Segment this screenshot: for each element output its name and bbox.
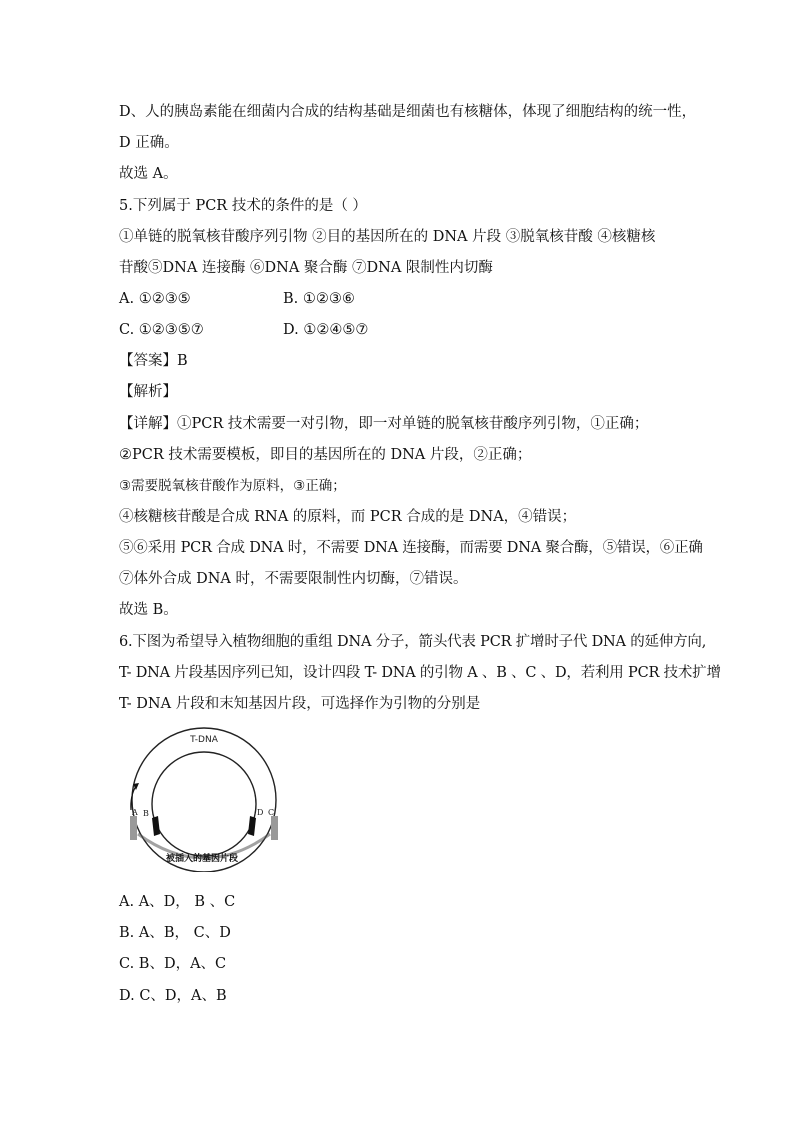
- detail-line: 故选 B。: [119, 602, 178, 618]
- label-d: D: [257, 808, 264, 817]
- question-6-option-d: D. C、D，A、B: [119, 988, 227, 1004]
- primer-c-region: [271, 816, 278, 840]
- detail-line: ⑤⑥采用 PCR 合成 DNA 时，不需要 DNA 连接酶，而需要 DNA 聚合酶，⑤错误，⑥正确: [119, 540, 703, 556]
- label-a: A: [132, 808, 138, 817]
- t-dna-label: T-DNA: [190, 735, 218, 745]
- primer-b-mark: [152, 816, 160, 836]
- detail-line: ②PCR 技术需要模板，即目的基因所在的 DNA 片段，②正确；: [119, 447, 532, 463]
- question-5-option-b: B. ①②③⑥: [283, 291, 355, 307]
- primer-d-mark: [248, 816, 256, 836]
- text-line: D 正确。: [119, 135, 179, 151]
- primer-a-region: [130, 816, 137, 840]
- question-6-option-c: C. B、D，A、C: [119, 956, 227, 972]
- text-line: D、人的胰岛素能在细菌内合成的结构基础是细菌也有核糖体，体现了细胞结构的统一性，: [119, 104, 697, 120]
- detail-line: 【详解】①PCR 技术需要一对引物，即一对单链的脱氧核苷酸序列引物，①正确；: [119, 416, 649, 432]
- detail-line: ④核糖核苷酸是合成 RNA 的原料，而 PCR 合成的是 DNA，④错误；: [119, 509, 577, 525]
- question-5-items: 苷酸⑤DNA 连接酶 ⑥DNA 聚合酶 ⑦DNA 限制性内切酶: [119, 260, 493, 276]
- question-5-stem: 5.下列属于 PCR 技术的条件的是（ ）: [119, 198, 367, 214]
- question-6-option-b: B. A、B， C、D: [119, 925, 231, 941]
- question-6-option-a: A. A、D， B 、C: [119, 894, 236, 910]
- inserted-gene-label: 被插入的基因片段: [165, 854, 239, 864]
- detail-line: ③需要脱氧核苷酸作为原料，③正确；: [119, 478, 346, 494]
- answer-label: 【答案】B: [119, 353, 188, 369]
- outer-ring: [132, 728, 276, 872]
- dna-ring-figure: [118, 722, 290, 872]
- label-b: B: [143, 809, 149, 818]
- label-c: C: [268, 808, 275, 817]
- question-6-stem: 6.下图为希望导入植物细胞的重组 DNA 分子，箭头代表 PCR 扩增时子代 DNA 的延伸方向,: [119, 634, 707, 650]
- text-line: 故选 A。: [119, 166, 178, 182]
- question-5-items: ①单链的脱氧核苷酸序列引物 ②目的基因所在的 DNA 片段 ③脱氧核苷酸 ④核糖核: [119, 229, 656, 245]
- question-5-option-d: D. ①②④⑤⑦: [283, 322, 369, 338]
- inner-ring: [152, 752, 256, 856]
- question-5-option-c: C. ①②③⑤⑦: [119, 322, 204, 338]
- question-6-stem: T- DNA 片段和末知基因片段，可选择作为引物的分别是: [119, 696, 481, 712]
- analysis-label: 【解析】: [119, 384, 177, 400]
- question-6-stem: T- DNA 片段基因序列已知，设计四段 T- DNA 的引物 A 、B 、C 、D，若利用 PCR 技术扩增: [119, 665, 721, 681]
- detail-line: ⑦体外合成 DNA 时，不需要限制性内切酶，⑦错误。: [119, 571, 468, 587]
- question-5-option-a: A. ①②③⑤: [119, 291, 191, 307]
